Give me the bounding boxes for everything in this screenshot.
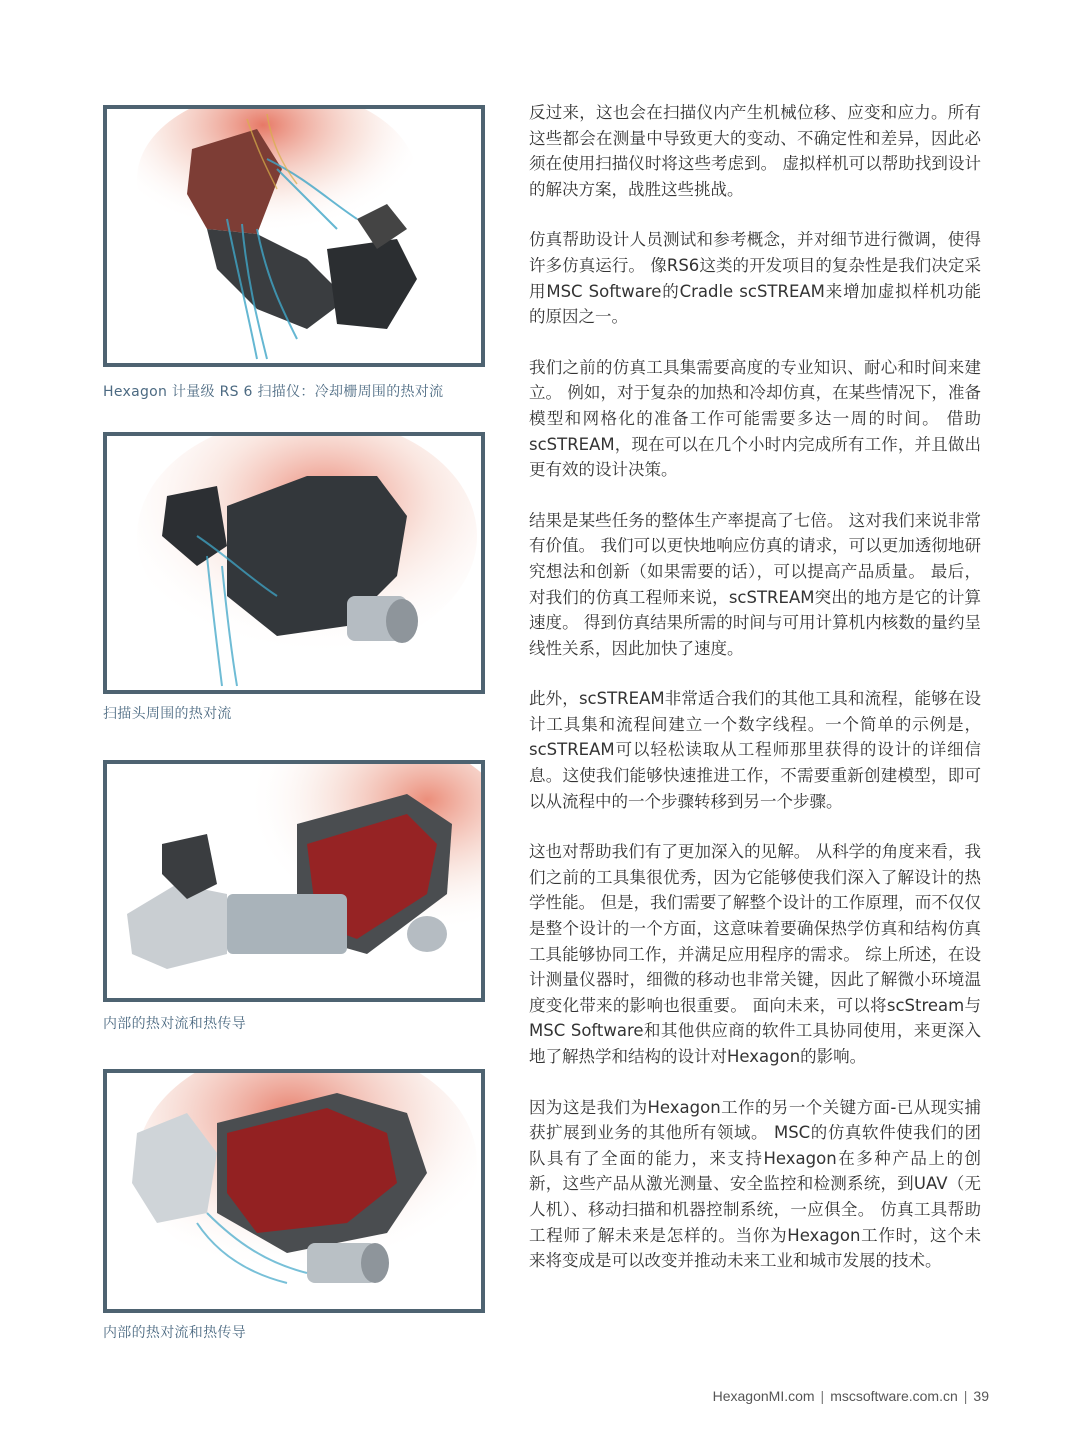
figure-scanner-cooling-grille: [103, 105, 485, 367]
simulation-image: [107, 1073, 481, 1309]
paragraph: 结果是某些任务的整体生产率提高了七倍。 这对我们来说非常有价值。 我们可以更快地响应仿真的请求，可以更加透彻地研究想法和创新（如果需要的话），可以提高产品质量。 最后，对我们的仿真工程师来说，scSTREAM突出的地方是它的计算速度。 得到仿真结果所需的时间与可用计算机内核数的量约呈线性关系，因此加快了速度。: [529, 510, 981, 658]
footer-site-msc[interactable]: mscsoftware.com.cn: [830, 1388, 958, 1404]
footer-site-hexagon[interactable]: HexagonMI.com: [712, 1388, 815, 1404]
figure-caption: 内部的热对流和热传导: [103, 1016, 246, 1032]
paragraph: 因为这是我们为Hexagon工作的另一个关键方面-已从现实捕获扩展到业务的其他所有领域。 MSC的仿真软件使我们的团队具有了全面的能力，来支持Hexagon在多种产品上的创新，这些产品从激光测量、安全监控和检测系统，到UAV（无人机）、移动扫描和机器控制系统，一应俱全。 仿真工具帮助工程师了解未来是怎样的。当你为Hexagon工作时，这个未来将变成是可以改变并推动未来工业和城市发展的技术。: [529, 1097, 981, 1271]
article-body: [529, 100, 981, 1299]
paragraph: 反过来，这也会在扫描仪内产生机械位移、应变和应力。所有这些都会在测量中导致更大的变动、不确定性和差异，因此必须在使用扫描仪时将这些考虑到。 虚拟样机可以帮助找到设计的解决方案，战胜这些挑战。: [529, 103, 981, 199]
paragraph: 仿真帮助设计人员测试和参考概念，并对细节进行微调，使得许多仿真运行。 像RS6这类的开发项目的复杂性是我们决定采用MSC Software的Cradle scSTREAM来增加虚拟样机功能的原因之一。: [529, 230, 981, 327]
figure-scan-head-convection: [103, 432, 485, 694]
figure-caption: 内部的热对流和热传导: [103, 1325, 246, 1341]
simulation-image: [107, 436, 481, 690]
figure-internal-convection-2: [103, 1069, 485, 1313]
figure-internal-convection-1: [103, 760, 485, 1002]
page-footer: [713, 1388, 989, 1404]
figure-caption: 扫描头周围的热对流: [103, 706, 232, 722]
figure-caption: Hexagon 计量级 RS 6 扫描仪：冷却栅周围的热对流: [103, 384, 444, 400]
simulation-image: [107, 764, 481, 998]
paragraph: 我们之前的仿真工具集需要高度的专业知识、耐心和时间来建立。 例如，对于复杂的加热和冷却仿真，在某些情况下，准备模型和网格化的准备工作可能需要多达一周的时间。 借助scSTREAM，现在可以在几个小时内完成所有工作，并且做出更有效的设计决策。: [529, 357, 981, 480]
page-number: 39: [973, 1388, 989, 1404]
paragraph: 此外，scSTREAM非常适合我们的其他工具和流程，能够在设计工具集和流程间建立一个数字线程。一个简单的示例是，scSTREAM可以轻松读取从工程师那里获得的设计的详细信息。这使我们能够快速推进工作，不需要重新创建模型，即可以从流程中的一个步骤转移到另一个步骤。: [529, 689, 981, 811]
paragraph: 这也对帮助我们有了更加深入的见解。 从科学的角度来看，我们之前的工具集很优秀，因为它能够使我们深入了解设计的热学性能。 但是，我们需要了解整个设计的工作原理，而不仅仅是整个设计的一个方面，这意味着要确保热学仿真和结构仿真工具能够协同工作，并满足应用程序的需求。 综上所述，在设计测量仪器时，细微的移动也非常关键，因此了解微小环境温度变化带来的影响也很重要。 面向未来，可以将scStream与MSC Software和其他供应商的软件工具协同使用，来更深入地了解热学和结构的设计对Hexagon的影响。: [529, 842, 981, 1066]
footer-separator: |: [963, 1388, 968, 1404]
footer-separator: |: [820, 1388, 825, 1404]
simulation-image: [107, 109, 481, 363]
